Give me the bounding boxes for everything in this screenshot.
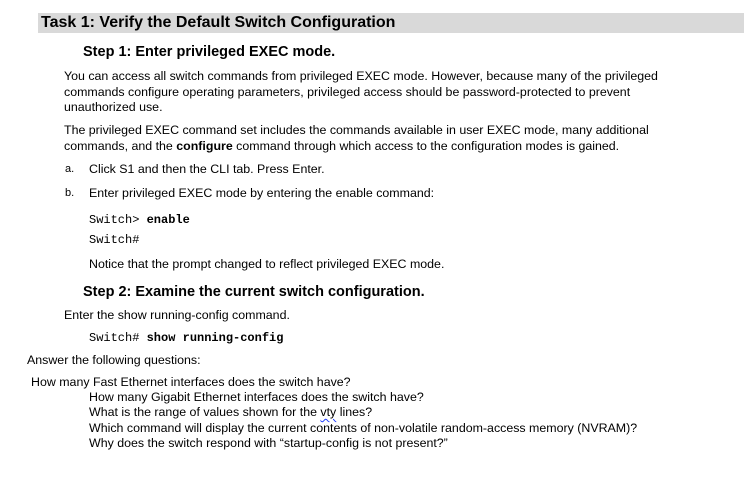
step1-paragraph-2-line-1: The privileged EXEC command set includes the commands available in user EXEC mode, many additional (64, 123, 649, 137)
step2-heading: Step 2: Examine the current switch configuration. (83, 284, 425, 300)
step1-paragraph-2-line-2 (64, 139, 619, 155)
question-gigabit-ethernet: How many Gigabit Ethernet interfaces does the switch have? (89, 390, 424, 404)
code-command: show running-config (146, 331, 284, 345)
code-command: enable (146, 213, 190, 227)
step1-paragraph-1-line-2: commands configure operating parameters, privileged access should be password-protected to prevent (64, 85, 631, 99)
step1-paragraph-1-line-1: You can access all switch commands from privileged EXEC mode. However, because many of the privileged (64, 69, 658, 83)
question-vty-range (89, 405, 372, 419)
para2-text-after: command through which access to the configuration modes is gained. (232, 139, 620, 153)
notice-text: Notice that the prompt changed to reflect privileged EXEC mode. (89, 257, 445, 271)
question-nvram-command: Which command will display the current contents of non-volatile random-access memory (NVRAM)? (89, 421, 638, 435)
item-a-marker: a. (65, 163, 75, 175)
item-b-marker: b. (65, 187, 75, 199)
q3-text-before: What is the range of values shown for the (89, 405, 321, 419)
code-prompt: Switch# (89, 331, 147, 345)
code-enable-line (89, 213, 190, 227)
answer-header: Answer the following questions: (27, 353, 201, 367)
code-prompt: Switch> (89, 213, 147, 227)
para2-text-before: commands, and the (64, 139, 177, 153)
vty-spellcheck-word: vty (320, 405, 337, 419)
q3-text-after: lines? (336, 405, 373, 419)
code-show-running-config (89, 331, 283, 345)
question-startup-config: Why does the switch respond with “startup-config is not present?” (89, 436, 448, 450)
step1-paragraph-1-line-3: unauthorized use. (64, 100, 163, 114)
code-privileged-prompt: Switch# (89, 233, 140, 247)
step1-heading: Step 1: Enter privileged EXEC mode. (83, 44, 336, 60)
step2-instruction: Enter the show running-config command. (64, 308, 290, 322)
task-heading: Task 1: Verify the Default Switch Configuration (38, 13, 744, 33)
question-fast-ethernet: How many Fast Ethernet interfaces does the switch have? (31, 375, 351, 389)
item-a-text: Click S1 and then the CLI tab. Press Enter. (89, 162, 325, 176)
item-b-text: Enter privileged EXEC mode by entering the enable command: (89, 186, 435, 200)
configure-keyword: configure (176, 139, 233, 153)
